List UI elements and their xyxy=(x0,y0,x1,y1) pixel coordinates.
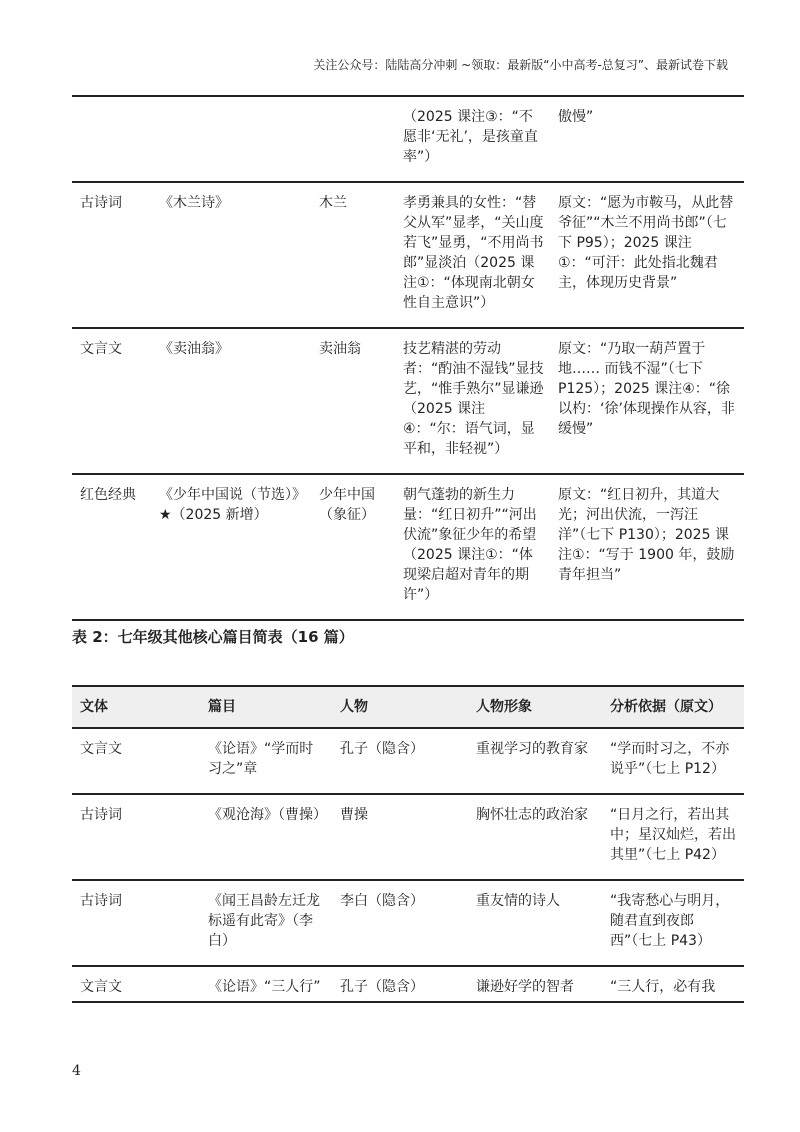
genre-cell: 古诗词 xyxy=(72,794,200,880)
character-cell: 孔子（隐含） xyxy=(332,966,468,1002)
image-cell: 重视学习的教育家 xyxy=(468,728,602,794)
character-cell xyxy=(311,96,395,182)
table-header-row xyxy=(72,686,744,728)
table-row xyxy=(72,474,744,620)
basis-cell: “我寄愁心与明月，随君直到夜郎西”（七上 P43） xyxy=(602,880,744,966)
title-cell: 《闻王昌龄左迁龙标遥有此寄》（李白） xyxy=(200,880,332,966)
page-header: 关注公众号：陆陆高分冲刺 ~领取：最新版“小中高考-总复习”、最新试卷下载 xyxy=(313,58,728,72)
image-cell: 谦逊好学的智者 xyxy=(468,966,602,1002)
character-cell: 李白（隐含） xyxy=(332,880,468,966)
basis-cell: “三人行，必有我 xyxy=(602,966,744,1002)
basis-cell: “学而时习之，不亦说乎”（七上 P12） xyxy=(602,728,744,794)
character-table-continued xyxy=(72,95,744,621)
table-row xyxy=(72,966,744,1002)
genre-cell: 古诗词 xyxy=(72,880,200,966)
image-cell: 胸怀壮志的政治家 xyxy=(468,794,602,880)
image-cell: 重友情的诗人 xyxy=(468,880,602,966)
genre-cell: 古诗词 xyxy=(72,182,151,328)
basis-cell: 原文：“愿为市鞍马，从此替爷征”“木兰不用尚书郎”（七下 P95）；2025 课注①：“可汗：此处指北魏君主，体现历史背景” xyxy=(550,182,744,328)
genre-cell: 文言文 xyxy=(72,328,151,474)
genre-cell: 文言文 xyxy=(72,966,200,1002)
table-row xyxy=(72,328,744,474)
title-cell: 《观沧海》（曹操） xyxy=(200,794,332,880)
basis-cell: 傲慢” xyxy=(550,96,744,182)
image-cell: （2025 课注③：“不愿非‘无礼’，是孩童直率”） xyxy=(395,96,550,182)
title-cell: 《少年中国说（节选）》★（2025 新增） xyxy=(151,474,311,620)
table-row xyxy=(72,880,744,966)
column-header-character: 人物 xyxy=(332,686,468,728)
column-header-basis: 分析依据（原文） xyxy=(602,686,744,728)
core-texts-table xyxy=(72,685,744,1003)
character-cell: 木兰 xyxy=(311,182,395,328)
title-cell: 《卖油翁》 xyxy=(151,328,311,474)
table-row xyxy=(72,728,744,794)
table-row xyxy=(72,794,744,880)
basis-cell: “日月之行，若出其中；星汉灿烂，若出其里”（七上 P42） xyxy=(602,794,744,880)
title-cell: 《论语》“学而时习之”章 xyxy=(200,728,332,794)
column-header-genre: 文体 xyxy=(72,686,200,728)
title-cell xyxy=(151,96,311,182)
title-cell: 《木兰诗》 xyxy=(151,182,311,328)
image-cell: 技艺精湛的劳动者：“酌油不湿钱”显技艺，“惟手熟尔”显谦逊（2025 课注④：“尔：语气词，显平和，非轻视”） xyxy=(395,328,550,474)
basis-cell: 原文：“乃取一葫芦置于地…… 而钱不湿”（七下 P125）；2025 课注④：“徐以杓：‘徐’体现操作从容，非缓慢” xyxy=(550,328,744,474)
column-header-image: 人物形象 xyxy=(468,686,602,728)
image-cell: 孝勇兼具的女性：“替父从军”显孝，“关山度若飞”显勇，“不用尚书郎”显淡泊（2025 课注①：“体现南北朝女性自主意识”） xyxy=(395,182,550,328)
basis-cell: 原文：“红日初升，其道大光；河出伏流，一泻汪洋”（七下 P130）；2025 课注①：“写于 1900 年，鼓励青年担当” xyxy=(550,474,744,620)
character-cell: 少年中国（象征） xyxy=(311,474,395,620)
character-cell: 曹操 xyxy=(332,794,468,880)
image-cell: 朝气蓬勃的新生力量：“红日初升”“河出伏流”象征少年的希望（2025 课注①：“体现梁启超对青年的期许”） xyxy=(395,474,550,620)
table-row xyxy=(72,182,744,328)
table-row xyxy=(72,96,744,182)
character-cell: 卖油翁 xyxy=(311,328,395,474)
genre-cell xyxy=(72,96,151,182)
character-cell: 孔子（隐含） xyxy=(332,728,468,794)
title-cell: 《论语》“三人行” xyxy=(200,966,332,1002)
page-number: 4 xyxy=(72,1063,81,1079)
table-caption: 表 2：七年级其他核心篇目简表（16 篇） xyxy=(72,628,354,646)
column-header-title: 篇目 xyxy=(200,686,332,728)
genre-cell: 文言文 xyxy=(72,728,200,794)
genre-cell: 红色经典 xyxy=(72,474,151,620)
